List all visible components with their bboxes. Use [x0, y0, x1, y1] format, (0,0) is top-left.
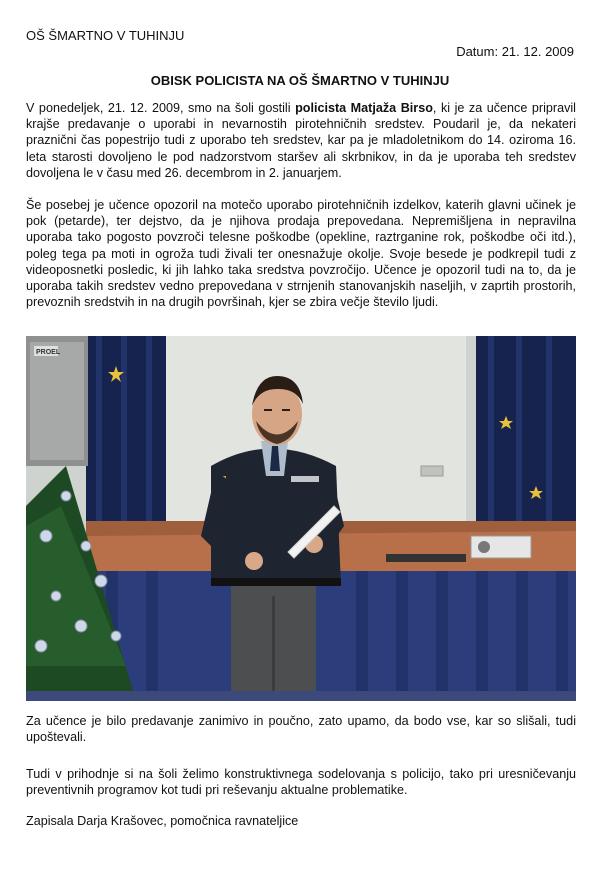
paragraph-conclusion: Za učence je bilo predavanje zanimivo in poučno, zato upamo, da bodo vse, kar so slišali, tudi upoštevali. — [26, 714, 576, 745]
paragraph-future: Tudi v prihodnje si na šoli želimo konstruktivnega sodelovanja s policijo, tako pri uresničevanju preventivnih programov kot tudi pri reševanju aktualne problematike. — [26, 767, 576, 798]
signature: Zapisala Darja Krašovec, pomočnica ravnateljice — [26, 814, 299, 828]
policeman-name: policista Matjaža Birso — [295, 101, 433, 115]
article-title: OBISK POLICISTA NA OŠ ŠMARTNO V TUHINJU — [150, 73, 450, 88]
document-date: Datum: 21. 12. 2009 — [456, 44, 574, 59]
intro-text-start: V ponedeljek, 21. 12. 2009, smo na šoli gostili — [26, 101, 296, 115]
paragraph-intro — [26, 100, 576, 181]
speaker-label: PROEL — [36, 349, 61, 356]
school-name: OŠ ŠMARTNO V TUHINJU — [26, 28, 185, 43]
intro-text-end: , ki je za učence pripravil krajše predavanje o uporabi in nevarnostih pirotehničnih sredstev. Poudaril je, da nekateri praznični čas popestrijo tudi z uporabo teh sredstev, kar pa je mladoletnikom do 14. oziroma 16. leta starosti dovoljeno le pod nadzorstvom staršev ali skrbnikov, in da je uporaba teh sredstev dovoljena le v času med 26. decembrom in 2. januarjem. — [26, 101, 576, 180]
paragraph-warnings: Še posebej je učence opozoril na motečo uporabo pirotehničnih izdelkov, katerih glavni učinek je pok (petarde), ter dejstvo, da je njihova prodaja prepovedana. Nepremišljena in nepravilna uporaba tako pogosto povzroči telesne poškodbe (opekline, raztrganine rok, poškodbe oči itd.), poleg tega pa moti in ogroža tudi živali ter onesnažuje okolje. Svoje besede je podkrepil tudi z videoposnetki posledic, ki jih lahko taka sredstva povzročijo. Učence je opozoril tudi na to, da je uporaba takih sredstev vedno prepovedana v strnjenih stanovanjskih naseljih, v zaprtih prostorih, prevoznih sredstvih in na drugih površinah, kjer se zbira večje število ljudi. — [26, 198, 576, 310]
lecture-photo — [26, 336, 576, 701]
